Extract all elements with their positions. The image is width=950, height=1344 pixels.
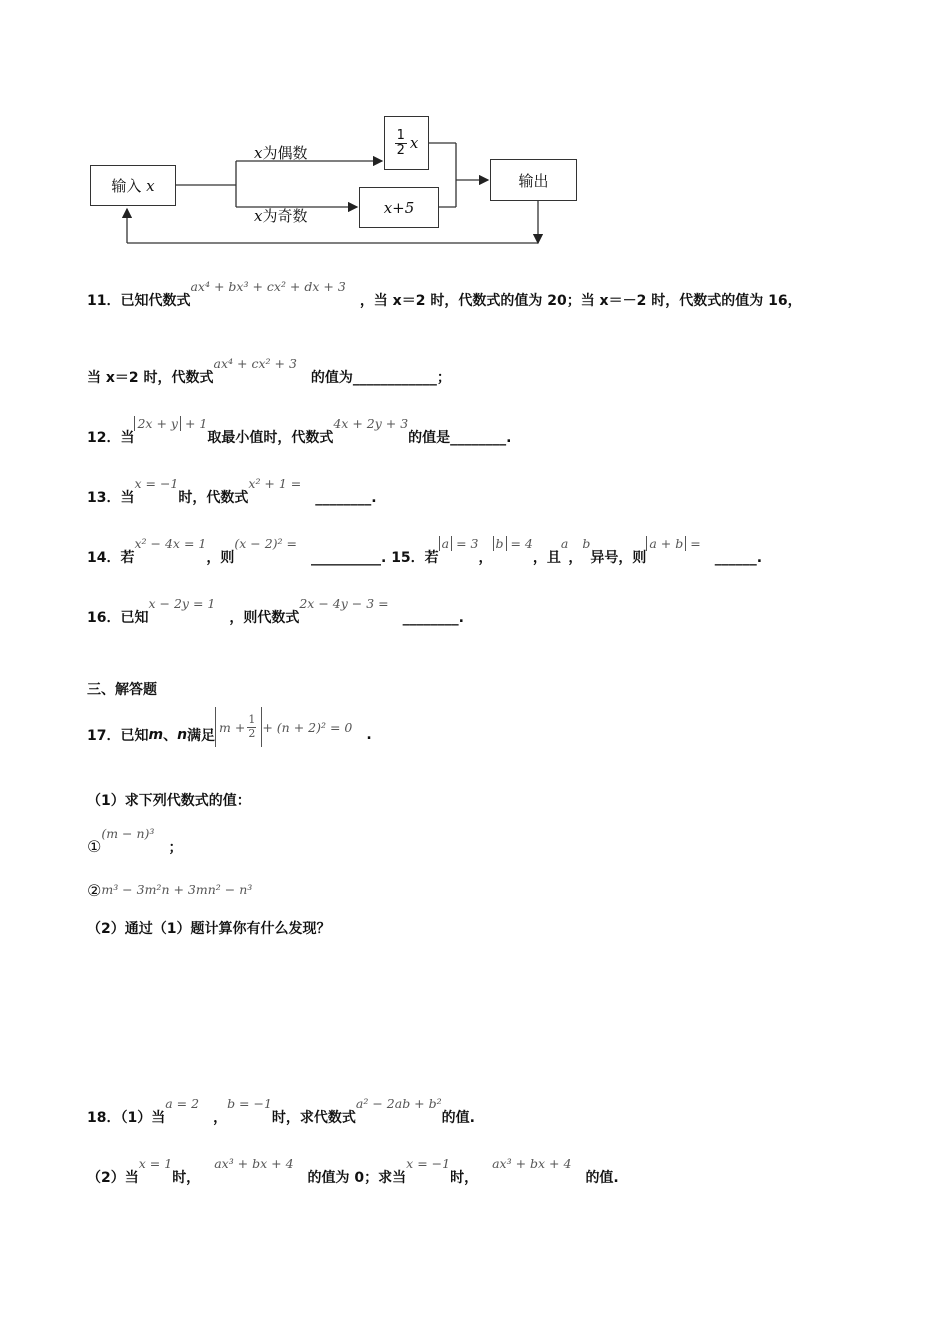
odd-text: 为奇数 [262, 207, 308, 225]
q18-expr3: a² − 2ab + b² [355, 1096, 442, 1111]
q12-text3: 的值是 [408, 430, 451, 446]
plus5-expr: x+5 [383, 198, 415, 217]
q18-text3: 时，求代数式 [271, 1110, 356, 1126]
q11-text2: ，当 x＝2 时，代数式的值为 20；当 x＝－2 时，代数式的值为 16， [359, 293, 802, 309]
q13-text2: 时，代数式 [178, 490, 249, 506]
half-x-box [384, 116, 429, 170]
q15-text1: 若 [424, 550, 439, 566]
q15-text6: . [756, 550, 763, 566]
q15-number: 15． [391, 550, 425, 566]
half-fraction [395, 129, 407, 157]
q15-var-b: b [582, 536, 591, 551]
q18-p2-text3: 的值为 0；求当 [307, 1170, 407, 1186]
q11-number: 11． [87, 293, 121, 309]
q18-p2-text2: 时， [172, 1170, 201, 1186]
question-11-line1 [87, 279, 802, 310]
q18-p2-expr3: x = −1 [406, 1156, 451, 1171]
q14-expr1: x² − 4x = 1 [134, 536, 207, 551]
q17-frac-den: 2 [248, 726, 256, 740]
q12-abs: 2x + y [134, 416, 181, 431]
q17-fraction [247, 714, 256, 739]
question-17 [87, 713, 372, 757]
q18-p2-text5: 的值. [585, 1170, 619, 1186]
q17-sub2-mark: ② [87, 881, 102, 900]
q14-text2: ，则 [206, 550, 235, 566]
odd-var: x [254, 207, 263, 225]
q17-sub2 [87, 881, 252, 900]
q15-abs-b: b [493, 536, 507, 551]
q12-text2: 取最小值时，代数式 [207, 430, 334, 446]
q11-expr2: ax⁴ + cx² + 3 [213, 356, 297, 371]
q16-text2: ，则代数式 [229, 610, 300, 626]
question-13 [87, 476, 377, 507]
q18-p2-expr1: x = 1 [138, 1156, 173, 1171]
q15-expr1 [439, 536, 479, 551]
q16-expr1: x − 2y = 1 [148, 596, 216, 611]
q16-answer-blank[interactable]: ________ [402, 610, 459, 626]
input-var: x [146, 176, 155, 195]
q11-answer-blank[interactable]: ____________ [352, 370, 437, 386]
q14-text1: 若 [120, 550, 135, 566]
q18-expr1: a = 2 [165, 1096, 200, 1111]
q17-sub2-expr: m³ − 3m²n + 3mn² − n³ [101, 882, 253, 897]
q17-sub1-end: ； [168, 840, 183, 856]
q14-text3: . [380, 550, 387, 566]
q18-p2-text1: （2）当 [87, 1170, 139, 1186]
q18-expr2: b = −1 [227, 1096, 272, 1111]
q13-number: 13． [87, 490, 121, 506]
q18-p2-text4: 时， [450, 1170, 479, 1186]
section-title: 三、解答题 [87, 682, 157, 698]
question-16 [87, 596, 464, 627]
q17-part2: （2）通过（1）题计算你有什么发现？ [87, 921, 331, 937]
q18-text2: ， [213, 1110, 228, 1126]
q12-expr1 [134, 416, 207, 431]
q15-expr2-tail: = 4 [506, 536, 533, 551]
q12-number: 12． [87, 430, 121, 446]
q18-p2-expr2: ax³ + bx + 4 [214, 1156, 294, 1171]
q17-var-n: n [177, 727, 188, 743]
flowchart [86, 110, 586, 252]
q17-expr-m: m + [219, 719, 246, 735]
q18-number: 18． [87, 1110, 121, 1126]
q15-text3: ，且 [532, 550, 561, 566]
q15-abs-a: a [439, 536, 452, 551]
half-den: 2 [396, 142, 405, 158]
q17-text1: 已知 [120, 728, 149, 744]
q17-text4: . [366, 727, 372, 743]
q15-text5: 异号，则 [590, 550, 647, 566]
q13-expr2: x² + 1 = [248, 476, 302, 491]
half-var: x [409, 134, 419, 152]
q15-expr3 [646, 536, 700, 551]
q12-expr1-tail: + 1 [180, 416, 208, 431]
q13-text3: . [371, 490, 377, 506]
q13-expr1: x = −1 [134, 476, 179, 491]
q12-text4: . [506, 430, 512, 446]
q14-expr2: (x − 2)² = [234, 536, 297, 551]
q12-expr2: 4x + 2y + 3 [333, 416, 409, 431]
q18-text1: （1）当 [120, 1110, 166, 1126]
question-18-part1 [87, 1096, 475, 1127]
q11-text5: ； [436, 370, 451, 386]
even-text: 为偶数 [262, 144, 308, 162]
output-box [490, 159, 577, 201]
q16-text3: . [458, 610, 464, 626]
q11-text1: 已知代数式 [120, 293, 191, 309]
q17-sub1 [87, 826, 183, 857]
q15-abs-sum: a + b [646, 536, 686, 551]
q12-text1: 当 [120, 430, 135, 446]
q14-number: 14． [87, 550, 121, 566]
half-num: 1 [396, 127, 405, 143]
plus5-box [359, 187, 439, 228]
q15-text2: ， [478, 550, 493, 566]
q16-number: 16． [87, 610, 121, 626]
question-18-part2 [87, 1156, 619, 1187]
q12-answer-blank[interactable]: ________ [450, 430, 507, 446]
q17-sub1-mark: ① [87, 837, 102, 856]
q17-text3: 满足 [187, 728, 216, 744]
q15-expr1-tail: = 3 [452, 536, 479, 551]
q17-sub1-expr: (m − n)³ [101, 826, 155, 841]
q18-p2-expr4: ax³ + bx + 4 [492, 1156, 572, 1171]
q17-abs [215, 707, 262, 747]
q17-frac-num: 1 [248, 713, 256, 727]
q17-condition [215, 707, 352, 747]
even-var: x [254, 144, 263, 162]
q15-expr3-tail: = [686, 536, 701, 551]
q17-number: 17． [87, 728, 121, 744]
q18-text4: 的值. [441, 1110, 475, 1126]
input-box [90, 165, 176, 206]
q13-text1: 当 [120, 490, 135, 506]
q16-text1: 已知 [120, 610, 149, 626]
odd-branch-label [254, 205, 307, 226]
q17-var-m: m [148, 727, 164, 743]
q16-expr2: 2x − 4y − 3 = [299, 596, 389, 611]
q11-text4: 的值为 [310, 370, 353, 386]
q11-expr1: ax⁴ + bx³ + cx² + dx + 3 [190, 279, 346, 294]
question-14-15 [87, 536, 763, 567]
q15-answer-blank[interactable]: ______ [714, 550, 757, 566]
even-branch-label [254, 142, 307, 163]
q15-var-a: a [560, 536, 569, 551]
q14-answer-blank[interactable]: __________ [310, 550, 381, 566]
q11-text3: 当 x＝2 时，代数式 [87, 370, 214, 386]
input-label: 输入 [111, 177, 142, 195]
question-12 [87, 416, 512, 447]
q17-expr-tail: + (n + 2)² = 0 [262, 719, 353, 735]
q13-answer-blank[interactable]: ________ [315, 490, 372, 506]
output-label: 输出 [518, 171, 549, 190]
q17-text2: 、 [163, 728, 178, 744]
q15-text4: ， [568, 550, 583, 566]
q15-expr2 [493, 536, 533, 551]
q17-part1: （1）求下列代数式的值： [87, 793, 251, 809]
question-11-line2 [87, 356, 451, 387]
